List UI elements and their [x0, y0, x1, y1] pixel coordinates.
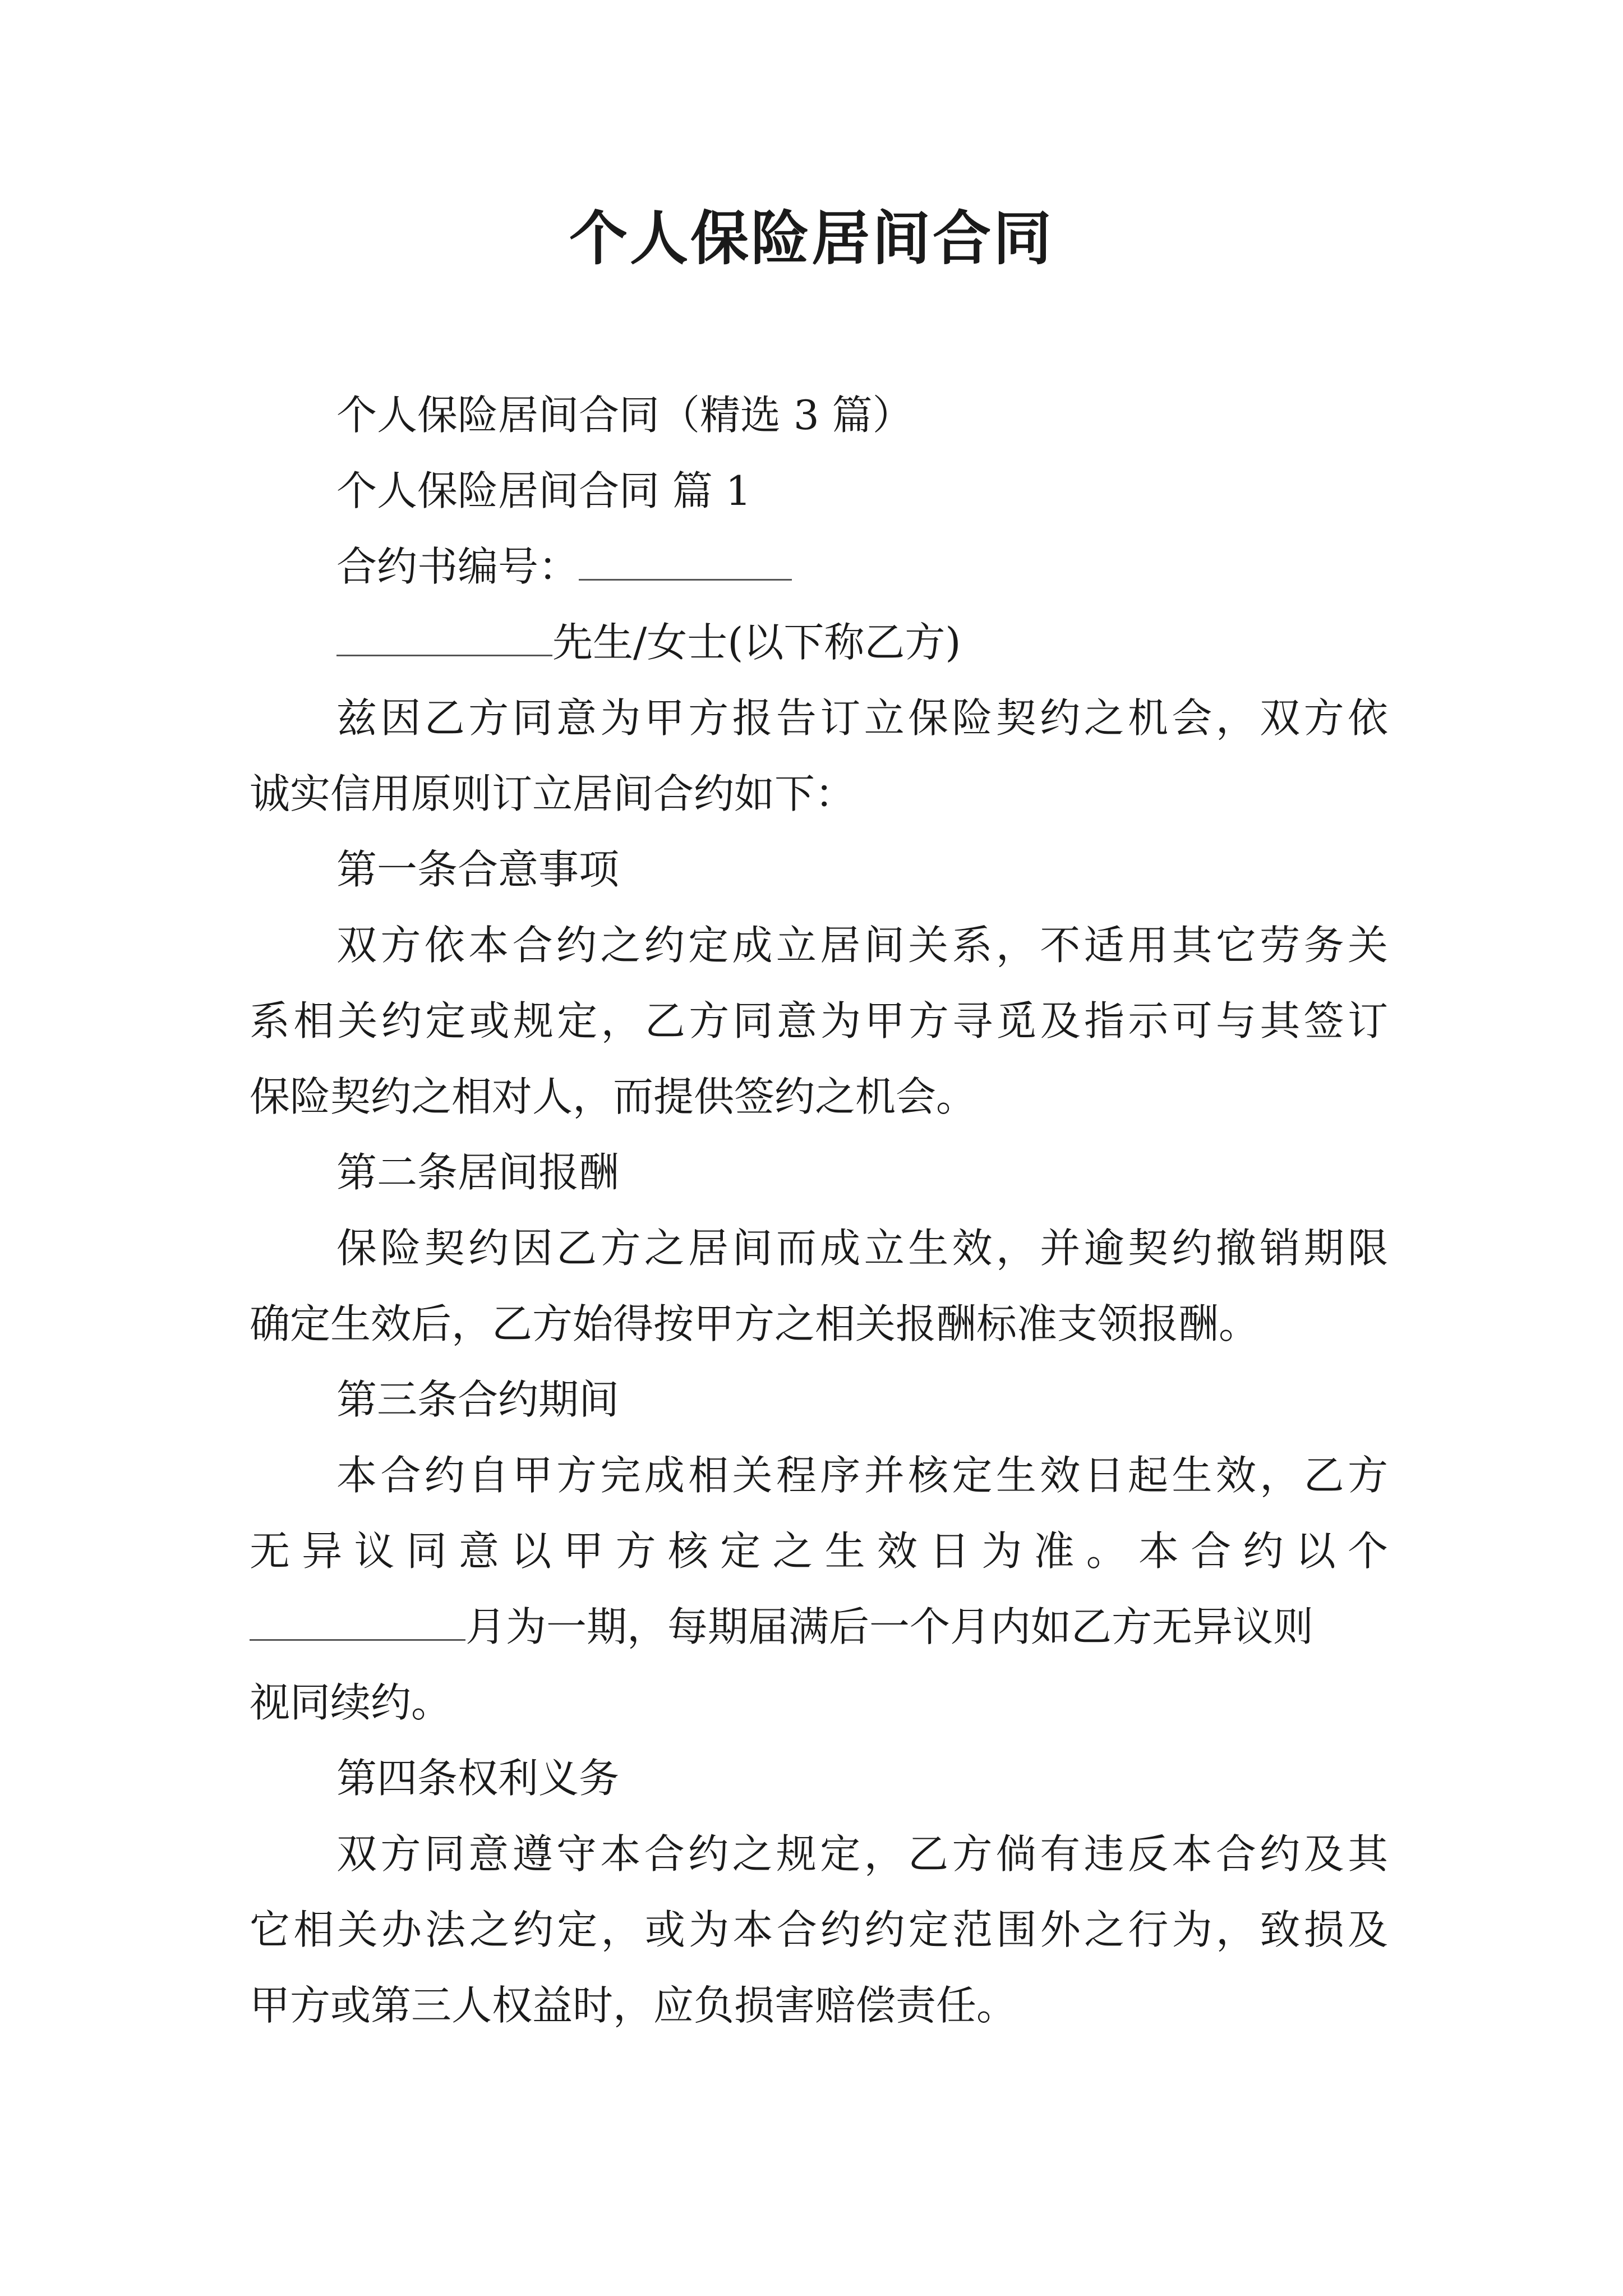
article-2-heading: 第二条居间报酬 [336, 1149, 620, 1196]
article-3-text-4: 视同续约。 [250, 1679, 452, 1726]
section-heading: 个人保险居间合同 篇 1 [336, 467, 751, 514]
article-4-text-3: 甲方或第三人权益时，应负损害赔偿责任。 [250, 1982, 1017, 2029]
party-b-label: 先生/女士(以下称乙方) [552, 619, 961, 666]
intro-text-2: 诚实信用原则订立居间合约如下： [250, 770, 856, 817]
intro-line-1 [336, 690, 1388, 746]
contract-number-row [336, 539, 1475, 595]
article-3-line-1 [336, 1447, 1388, 1503]
article-2-text-2: 确定生效后，乙方始得按甲方之相关报酬标准支领报酬。 [250, 1300, 1260, 1347]
party-b-row [336, 614, 1475, 670]
article-3-text-2: 无异议同意以甲方核定之生效日为准。本合约以个 [250, 1527, 1388, 1575]
article-4-text-2: 它相关办法之约定，或为本合约约定范围外之行为，致损及 [250, 1906, 1388, 1953]
article-3-line-3 [250, 1599, 1388, 1655]
article-4-text-1: 双方同意遵守本合约之规定，乙方倘有违反本合约及其 [336, 1830, 1388, 1878]
article-3-text-3: 月为一期，每期届满后一个月内如乙方无异议则 [465, 1603, 1314, 1650]
article-4-heading: 第四条权利义务 [336, 1755, 620, 1802]
article-2-text-1: 保险契约因乙方之居间而成立生效，并逾契约撤销期限 [336, 1225, 1388, 1272]
article-3-text-1: 本合约自甲方完成相关程序并核定生效日起生效，乙方 [336, 1452, 1388, 1499]
contract-number-label: 合约书编号： [336, 543, 579, 590]
article-1-heading: 第一条合意事项 [336, 846, 620, 893]
document-title: 个人保险居间合同 [569, 204, 1054, 273]
article-2-line-1 [336, 1220, 1388, 1276]
document-subtitle: 个人保险居间合同（精选 3 篇） [336, 392, 913, 439]
article-4-line-1 [336, 1826, 1388, 1882]
article-1-text-1: 双方依本合约之约定成立居间关系，不适用其它劳务关 [336, 922, 1388, 969]
contract-months-blank [250, 1600, 465, 1641]
article-3-heading: 第三条合约期间 [336, 1376, 620, 1423]
article-3-line-2 [250, 1523, 1388, 1579]
article-4-line-2 [250, 1902, 1388, 1958]
article-1-text-3: 保险契约之相对人，而提供签约之机会。 [250, 1073, 977, 1120]
party-b-name-blank [336, 615, 552, 656]
intro-text-1: 兹因乙方同意为甲方报告订立保险契约之机会，双方依 [336, 694, 1388, 742]
article-1-line-2 [250, 993, 1388, 1049]
article-1-text-2: 系相关约定或规定，乙方同意为甲方寻觅及指示可与其签订 [250, 997, 1388, 1045]
article-1-line-1 [336, 917, 1388, 973]
contract-number-blank [579, 540, 792, 581]
